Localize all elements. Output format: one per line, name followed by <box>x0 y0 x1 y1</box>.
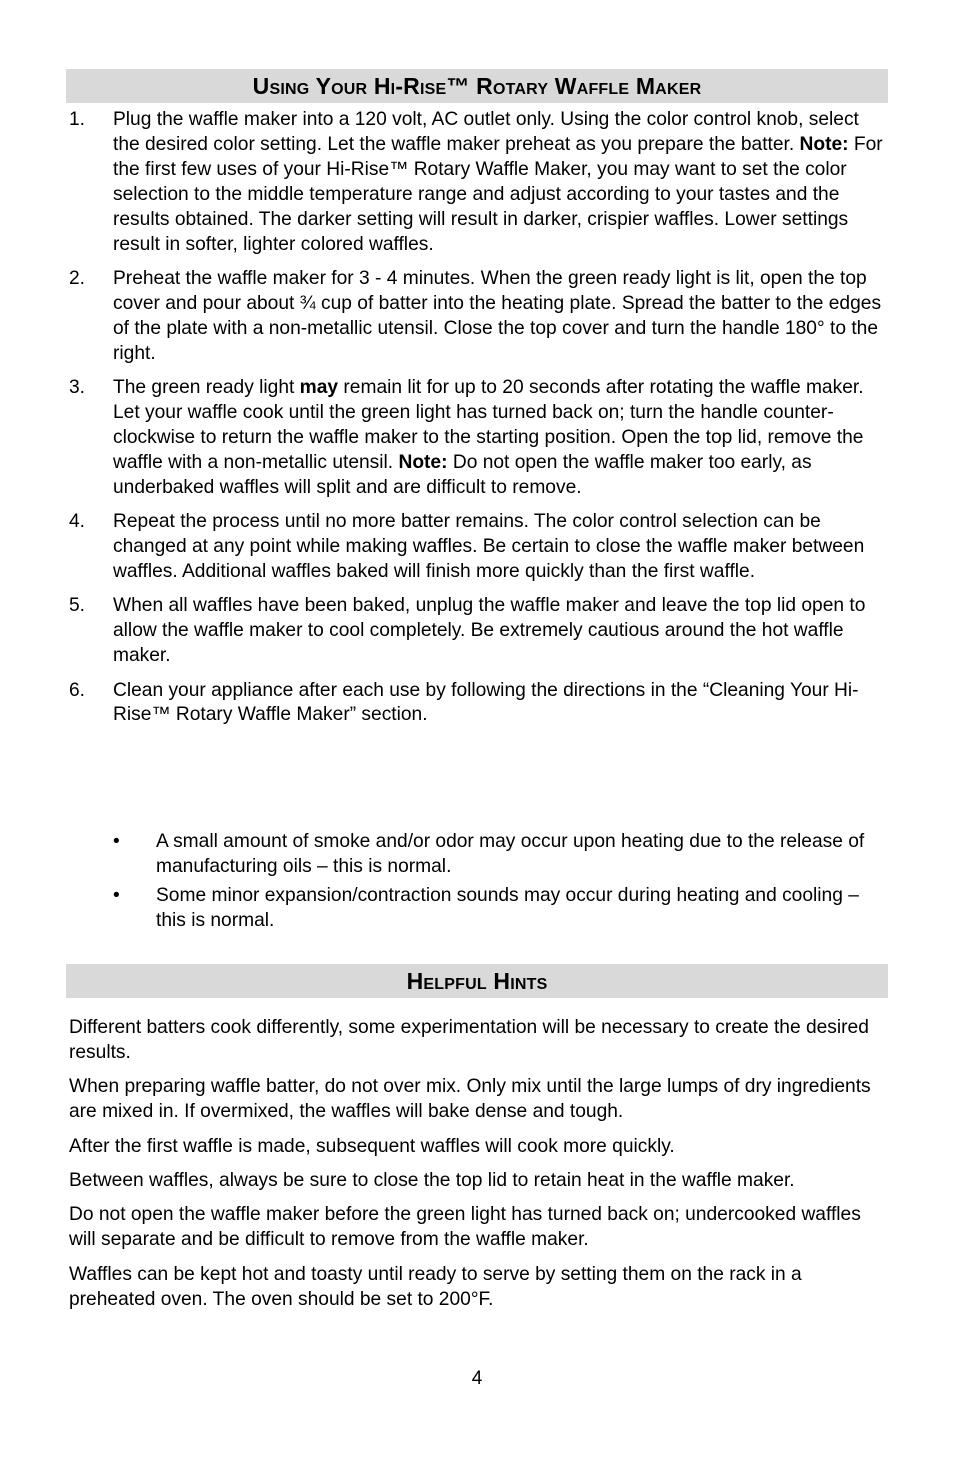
hint-paragraph: Do not open the waffle maker before the green light has turned back on; undercooked waffles will separate and be difficult to remove from the waffle maker. <box>69 1204 861 1251</box>
bullet-item <box>113 830 889 880</box>
helpful-hints <box>69 1016 889 1322</box>
emphasis-may: may <box>299 377 339 399</box>
section-title-hints: Helpful Hints <box>66 964 888 998</box>
bullet-icon: • <box>113 884 120 906</box>
step-item <box>69 594 889 669</box>
step-number: 6. <box>69 679 86 701</box>
step-text: Repeat the process until no more batter remains. The color control selection can be changed at any point while making waffles. Be certain to close the waffle maker between waffles. Additional waffles baked will finish more quickly than the first waffle. <box>113 511 865 582</box>
bullet-item <box>113 884 889 934</box>
step-number: 5. <box>69 595 86 617</box>
step-text: Plug the waffle maker into a 120 volt, AC outlet only. Using the color control knob, select the desired color setting. Let the waffle maker preheat as you prepare the batter. Note: For the first few uses of your Hi-Rise™ Rotary Waffle Maker, you may want to set the color selection to the middle temperature range and adjust according to your tastes and the results obtained. The darker setting will result in darker, crispier waffles. Lower settings result in softer, lighter colored waffles. <box>113 109 883 255</box>
note-label: Note: <box>799 133 849 155</box>
hint-paragraph: Between waffles, always be sure to close the top lid to retain heat in the waffle maker. <box>69 1170 795 1192</box>
section-title-using: Using Your Hi-Rise™ Rotary Waffle Maker <box>66 69 888 103</box>
step-item <box>69 108 889 257</box>
page-number: 4 <box>471 1368 483 1389</box>
instruction-steps <box>69 108 889 738</box>
bullet-icon: • <box>113 831 120 852</box>
step-item <box>69 267 889 367</box>
step-number: 4. <box>69 511 86 533</box>
step-item <box>69 679 889 729</box>
step-text: When all waffles have been baked, unplug the waffle maker and leave the top lid open to allow the waffle maker to cool completely. Be extremely cautious around the hot waffle maker. <box>113 595 866 667</box>
hint-paragraph: Different batters cook differently, some experimentation will be necessary to create the desired results. <box>69 1017 869 1063</box>
step-number: 3. <box>69 377 86 399</box>
step-item <box>69 376 889 501</box>
step-item <box>69 510 889 585</box>
notes-bullet-list <box>113 830 889 938</box>
step-text: Clean your appliance after each use by following the directions in the “Cleaning Your Hi-Rise™ Rotary Waffle Maker” section. <box>113 679 859 726</box>
step-text: Preheat the waffle maker for 3 - 4 minutes. When the green ready light is lit, open the top cover and pour about ¾ cup of batter into the heating plate. Spread the batter to the edges of the plate with a non-metallic utensil. Close the top cover and turn the handle 180° to the right. <box>113 267 882 364</box>
hint-paragraph: When preparing waffle batter, do not over mix. Only mix until the large lumps of dry ingredients are mixed in. If overmixed, the waffles will bake dense and tough. <box>69 1076 871 1123</box>
step-number: 1. <box>69 109 86 130</box>
step-text: The green ready light may remain lit for up to 20 seconds after rotating the waffle maker. Let your waffle cook until the green light has turned back on; turn the handle counter-clockwise to return the waffle maker to the starting position. Open the top lid, remove the waffle with a non-metallic utensil. Note: Do not open the waffle maker too early, as underbaked waffles will split and are difficult to remove. <box>113 377 864 498</box>
note-label: Note: <box>398 451 448 473</box>
step-number: 2. <box>69 267 86 289</box>
hint-paragraph: Waffles can be kept hot and toasty until ready to serve by setting them on the rack in a preheated oven. The oven should be set to 200°F. <box>69 1263 802 1310</box>
hint-paragraph: After the first waffle is made, subsequent waffles will cook more quickly. <box>69 1135 675 1157</box>
bullet-text: A small amount of smoke and/or odor may occur upon heating due to the release of manufacturing oils – this is normal. <box>156 831 865 877</box>
bullet-text: Some minor expansion/contraction sounds may occur during heating and cooling – this is normal. <box>156 884 859 931</box>
